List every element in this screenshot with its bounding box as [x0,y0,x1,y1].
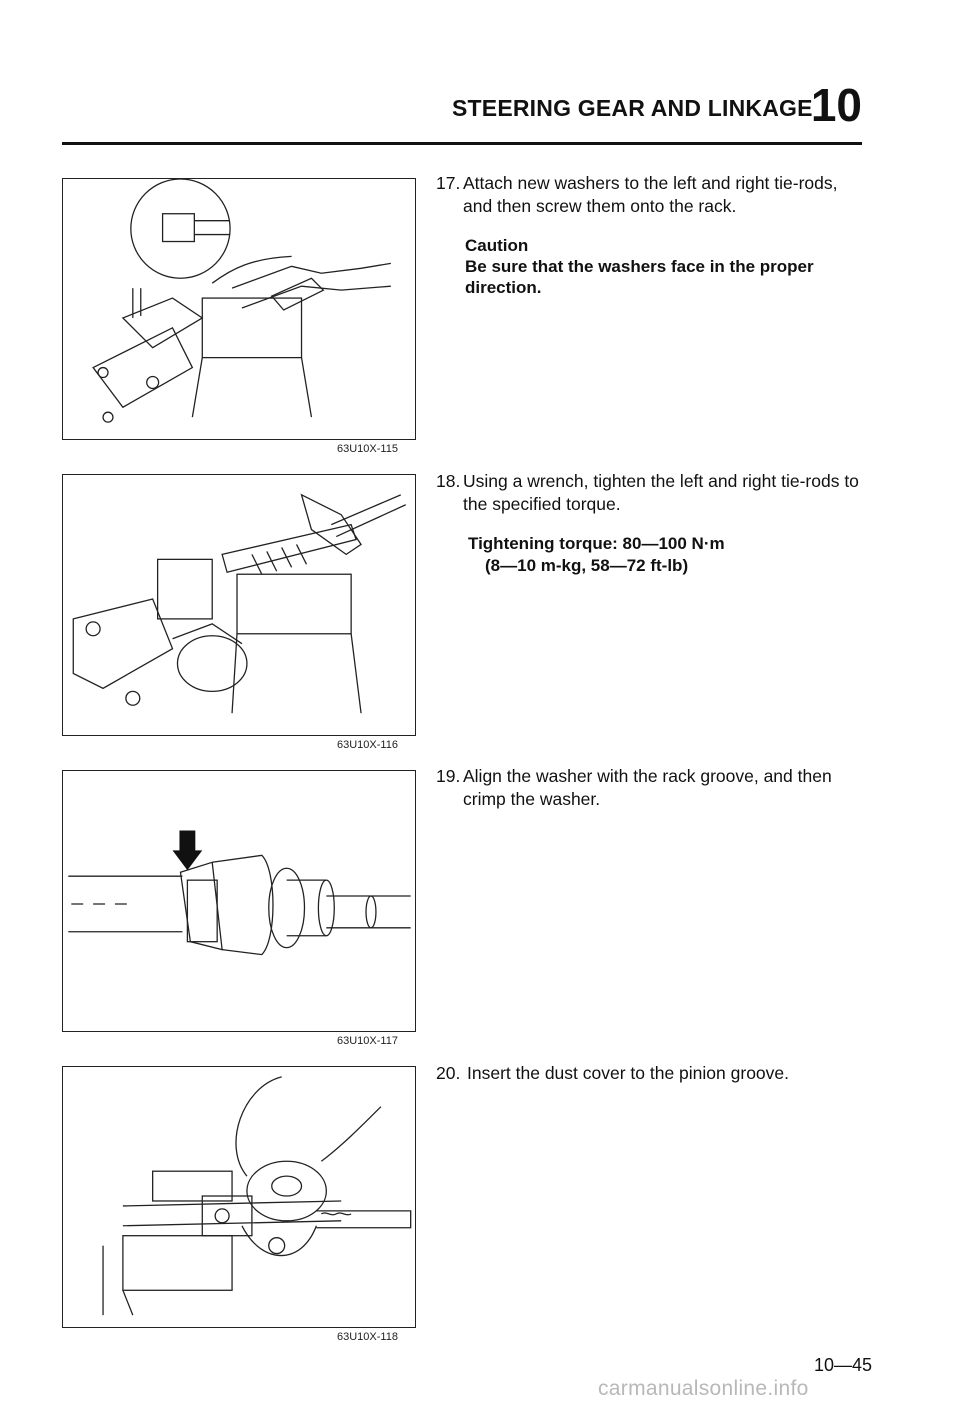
step-text: Using a wrench, tighten the left and right tie-rods to the specified torque. [463,471,859,514]
figure-code: 63U10X-117 [337,1035,398,1047]
step-text: Align the washer with the rack groove, and then crimp the washer. [463,766,832,809]
step-17 [436,172,866,218]
page-number: 10—45 [814,1355,873,1375]
crimp-washer-illustration [63,771,415,1031]
figure-code: 63U10X-118 [337,1331,398,1343]
arrow-down-icon [173,831,203,871]
step-number: 17. [436,173,461,193]
watermark: carmanualsonline.info [598,1377,809,1400]
caution-title: Caution [465,236,529,255]
wrench-illustration [63,475,415,735]
figure-crimp-washer [62,770,416,1047]
step-number: 18. [436,471,461,491]
section-number: 10 [810,79,862,131]
step-text: Insert the dust cover to the pinion groove. [467,1063,789,1083]
caution-block [465,235,875,298]
figure-dust-cover [62,1066,416,1343]
step-number: 19. [436,766,461,786]
torque-line-1: Tightening torque: 80—100 N·m [468,534,725,553]
figure-code: 63U10X-115 [337,443,398,455]
figure-tie-rod-washer [62,178,416,455]
dust-cover-illustration [63,1067,415,1327]
figure-code: 63U10X-116 [337,739,398,751]
header-rule [62,142,862,145]
page-header [452,74,862,130]
page-title: STEERING GEAR AND LINKAGE [452,95,813,121]
step-text: Attach new washers to the left and right tie-rods, and then screw them onto the rack. [463,173,838,216]
tie-rod-washer-illustration [63,179,415,439]
step-18 [436,470,866,516]
step-19 [436,765,866,811]
torque-spec [468,533,868,577]
step-20 [436,1062,866,1085]
caution-text: Be sure that the washers face in the proper direction. [465,257,814,297]
figure-tighten-tie-rod [62,474,416,751]
torque-line-2: (8—10 m-kg, 58—72 ft-lb) [485,556,689,575]
step-number: 20. [436,1063,461,1083]
